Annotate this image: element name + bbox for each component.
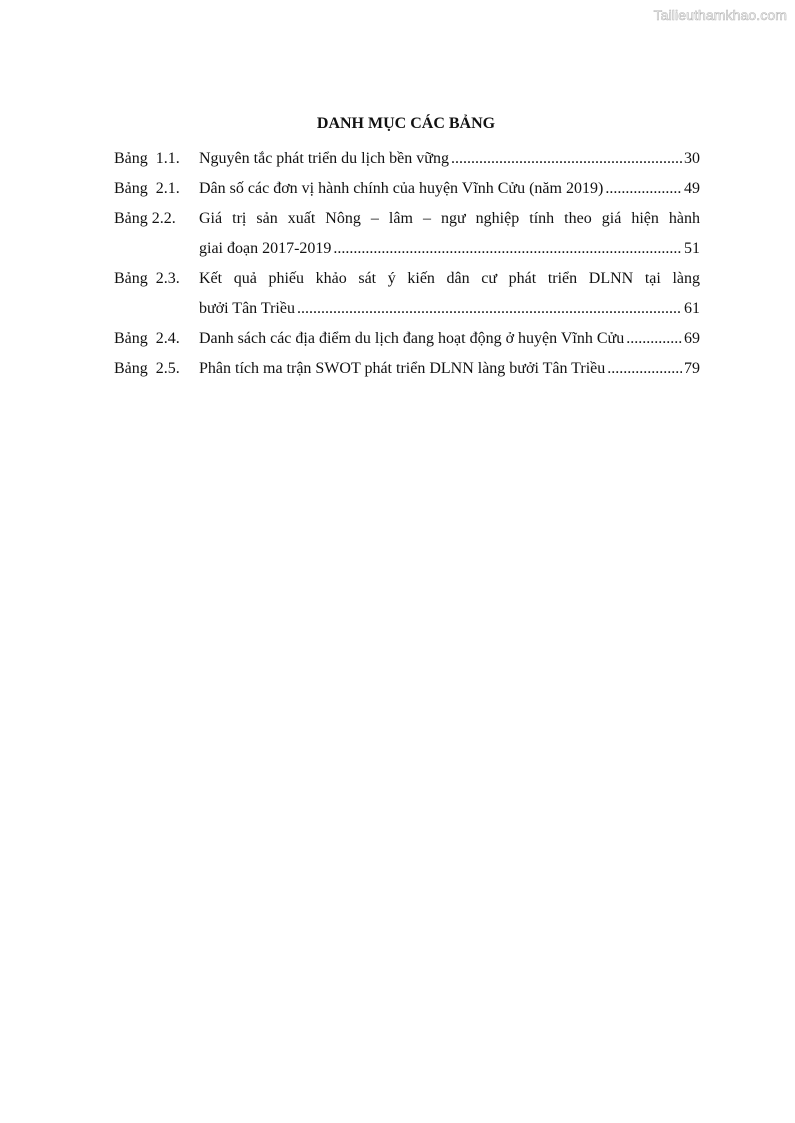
toc-entry-label: Bảng 2.3. — [114, 270, 180, 287]
toc-entry-text: giai đoạn 2017-2019 — [199, 240, 332, 257]
watermark: Tailieuthamkhao.com — [653, 7, 787, 23]
toc-entry-page: 69 — [684, 330, 700, 347]
toc-entry-body — [199, 324, 700, 354]
toc-entry-line — [199, 324, 700, 354]
toc-entry-page: 61 — [684, 300, 700, 317]
toc-entry-page: 51 — [684, 240, 700, 257]
table-of-contents-list — [114, 144, 700, 384]
dot-leader — [297, 294, 682, 324]
dot-leader — [607, 354, 682, 384]
dot-leader — [451, 144, 682, 174]
toc-entry-label: Bảng 2.1. — [114, 180, 180, 197]
toc-entry-body — [199, 204, 700, 264]
toc-entry-text: Phân tích ma trận SWOT phát triển DLNN làng bưởi Tân Triều — [199, 360, 606, 377]
list-of-tables-title: DANH MỤC CÁC BẢNG — [316, 115, 496, 132]
toc-entry-body — [199, 174, 700, 204]
toc-entry-label: Bảng 2.5. — [114, 360, 180, 377]
toc-entry-line — [199, 234, 700, 264]
toc-entry-text: Kết quả phiếu khảo sát ý kiến dân cư phát triển DLNN tại làng — [199, 270, 700, 287]
toc-entry-line — [199, 144, 700, 174]
toc-entry-2-4[interactable] — [114, 324, 700, 354]
toc-entry-line — [199, 294, 700, 324]
toc-entry-2-5[interactable] — [114, 354, 700, 384]
toc-entry-2-3[interactable] — [114, 264, 700, 324]
toc-entry-label: Bảng 2.4. — [114, 330, 180, 347]
toc-entry-page: 79 — [684, 360, 700, 377]
toc-entry-2-2[interactable] — [114, 204, 700, 264]
toc-entry-body — [199, 144, 700, 174]
toc-entry-body — [199, 264, 700, 324]
dot-leader — [626, 324, 682, 354]
toc-entry-text: Giá trị sản xuất Nông – lâm – ngư nghiệp tính theo giá hiện hành — [199, 210, 700, 227]
toc-entry-2-1[interactable] — [114, 174, 700, 204]
dot-leader — [605, 174, 682, 204]
toc-entry-label: Bảng 1.1. — [114, 150, 180, 167]
toc-entry-page: 30 — [684, 150, 700, 167]
toc-entry-text: Danh sách các địa điểm du lịch đang hoạt động ở huyện Vĩnh Cửu — [199, 330, 625, 347]
toc-entry-label: Bảng 2.2. — [114, 210, 176, 227]
toc-entry-line — [199, 354, 700, 384]
toc-entry-page: 49 — [684, 180, 700, 197]
toc-entry-body — [199, 354, 700, 384]
dot-leader — [333, 234, 682, 264]
toc-entry-text: Nguyên tắc phát triển du lịch bền vững — [199, 150, 449, 167]
toc-entry-1-1[interactable] — [114, 144, 700, 174]
toc-entry-line — [199, 174, 700, 204]
toc-entry-text: bưởi Tân Triều — [199, 300, 295, 317]
toc-entry-text: Dân số các đơn vị hành chính của huyện Vĩnh Cửu (năm 2019) — [199, 180, 604, 197]
